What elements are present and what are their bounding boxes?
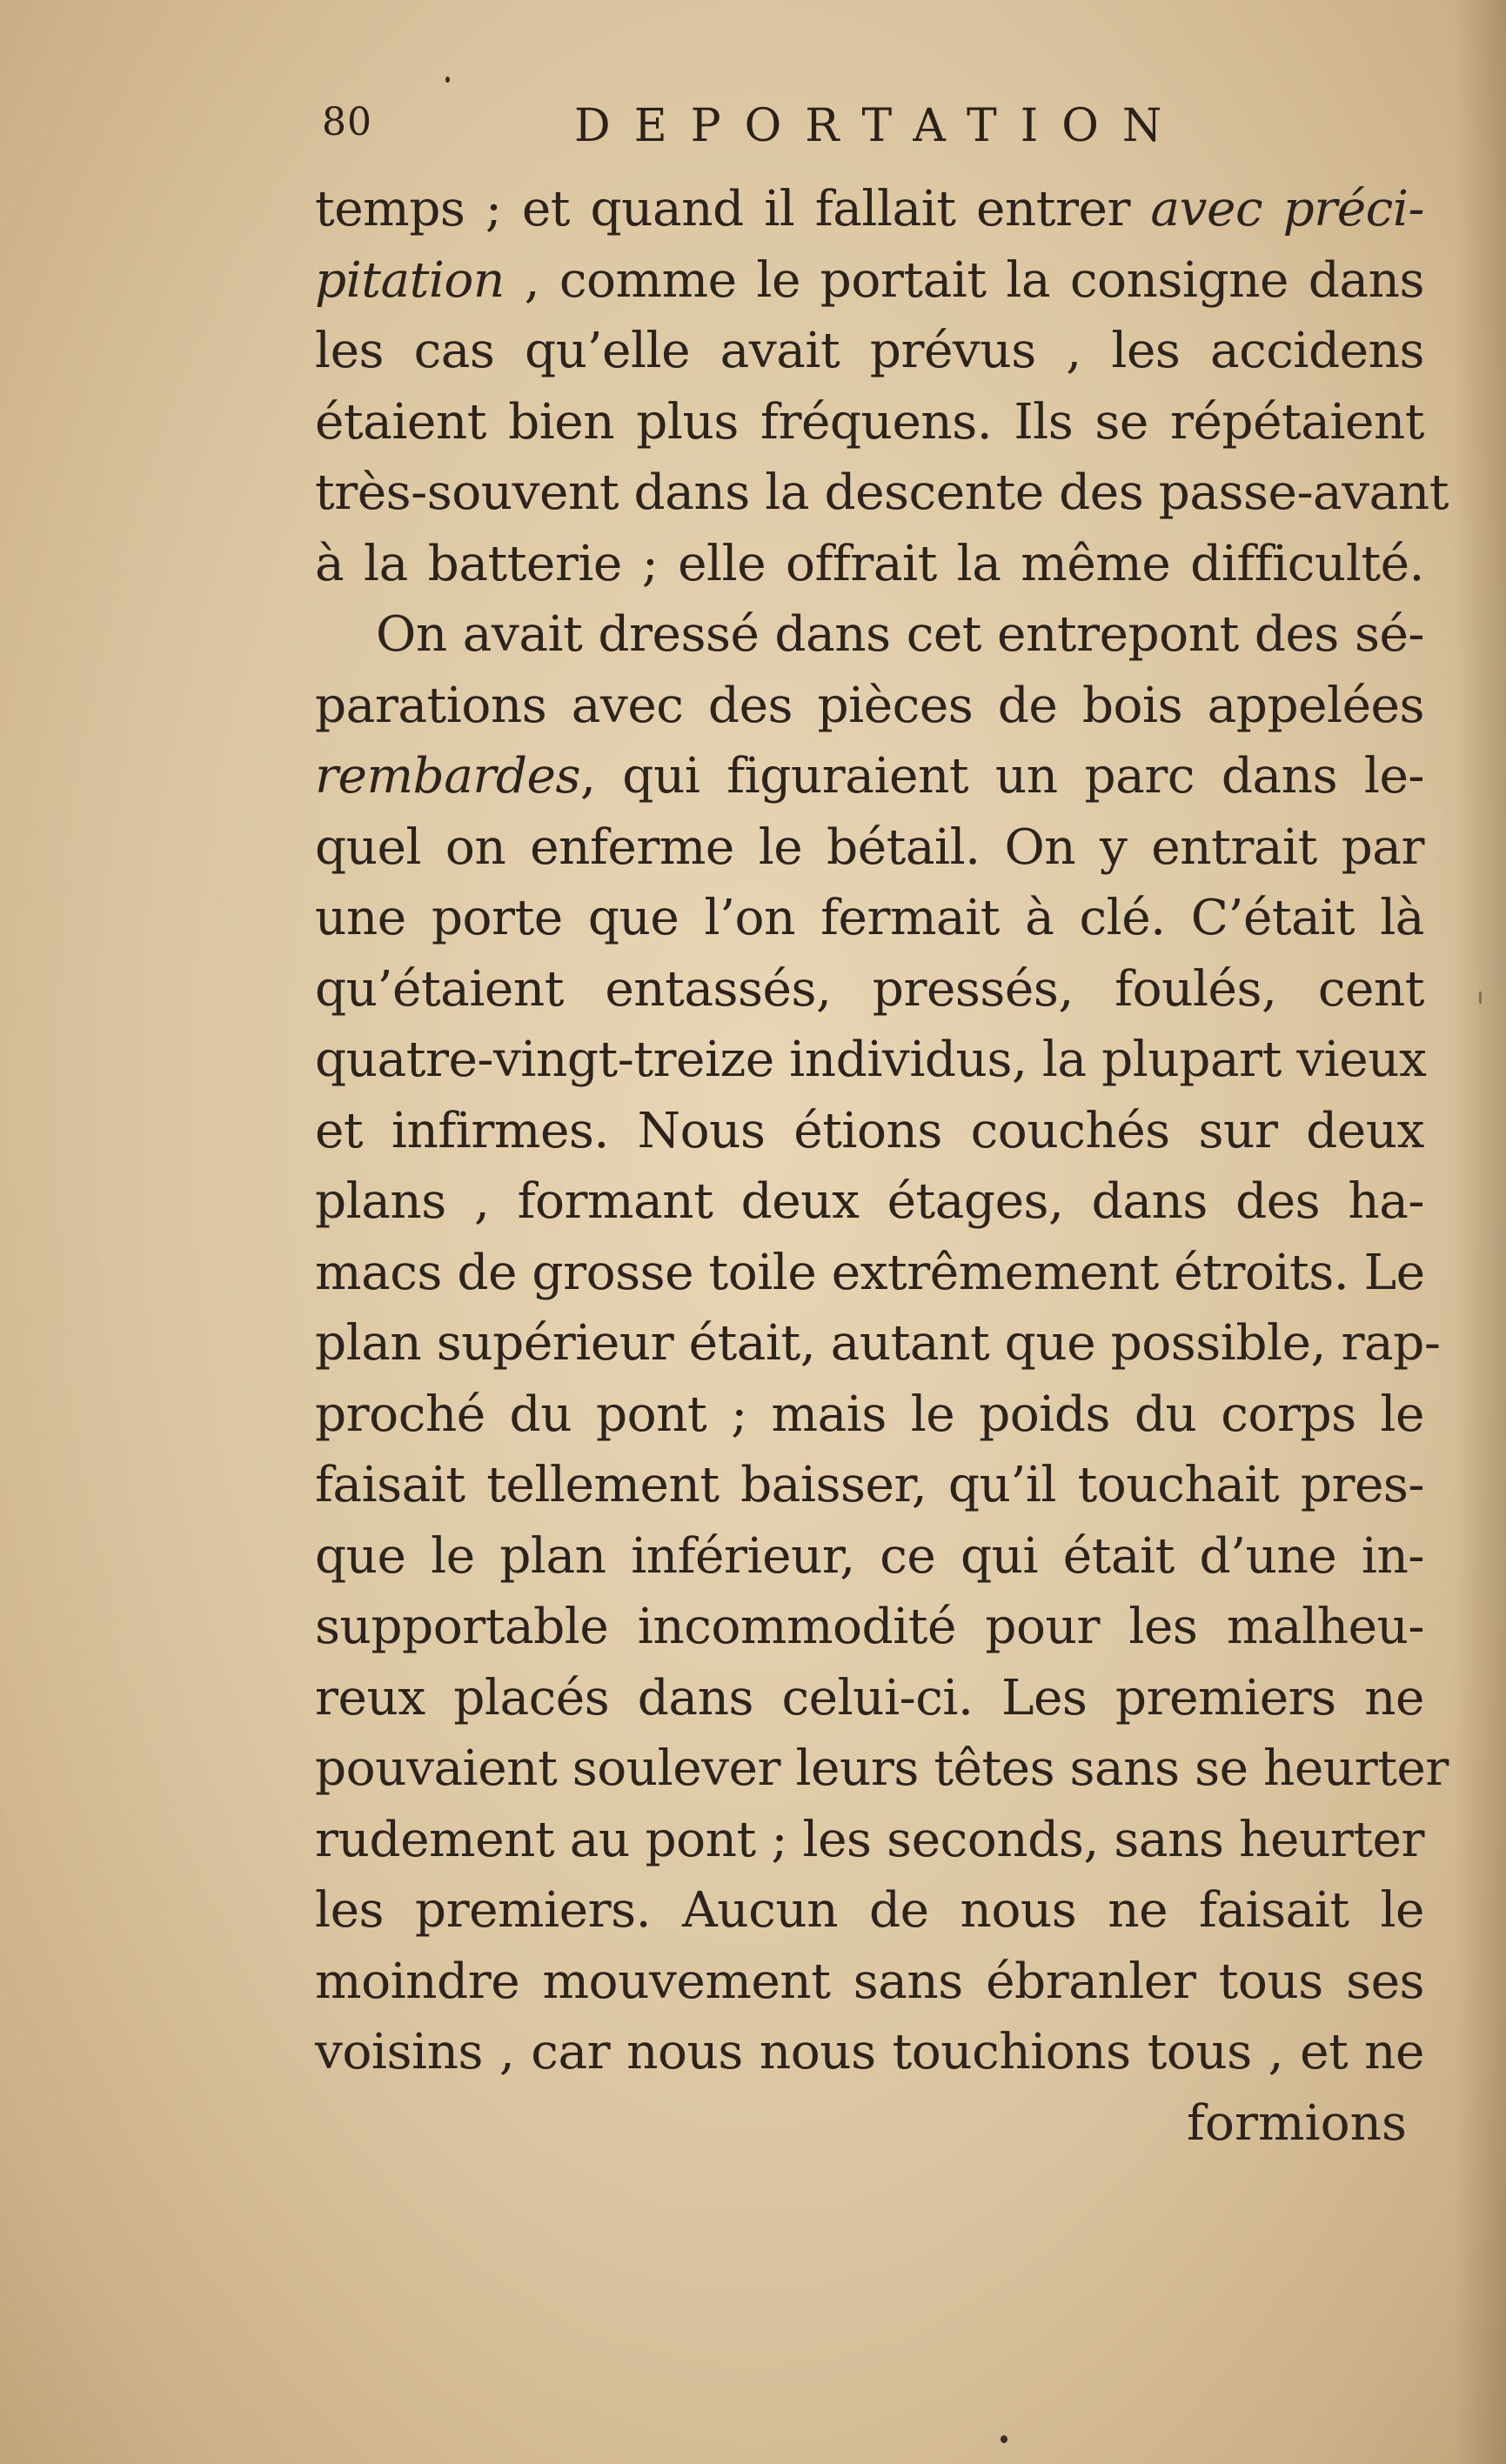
text-line	[315, 1238, 1424, 1309]
text-line	[315, 1875, 1424, 1946]
text-line	[315, 1379, 1424, 1451]
text-run: moindre mouvement sans ébranler tous ses	[315, 1953, 1424, 2010]
italic-text: rembardes	[315, 748, 580, 805]
text-run: et infirmes. Nous étions couchés sur deux	[315, 1102, 1424, 1159]
text-line	[315, 671, 1424, 742]
text-line	[315, 1663, 1424, 1734]
text-run: les premiers. Aucun de nous ne faisait le	[315, 1882, 1424, 1939]
text-line	[315, 741, 1424, 812]
text-line	[315, 2017, 1424, 2088]
text-run: très-souvent dans la descente des passe-avant	[315, 464, 1449, 521]
text-line	[315, 1805, 1424, 1876]
text-line	[315, 1308, 1441, 1379]
text-line	[315, 883, 1424, 954]
text-run: , qui figuraient un parc dans le-	[579, 748, 1424, 805]
text-run: supportable incommodité pour les malheu-	[315, 1599, 1424, 1655]
text-line	[315, 1025, 1427, 1096]
text-line	[315, 245, 1424, 317]
paper-speck	[1001, 2435, 1007, 2443]
text-line	[315, 1521, 1424, 1593]
text-line	[315, 457, 1449, 529]
text-run: que le plan inférieur, ce qui était d’une in-	[315, 1527, 1424, 1585]
text-line	[315, 316, 1424, 387]
text-line	[315, 174, 1424, 245]
text-run: parations avec des pièces de bois appelées	[315, 677, 1424, 734]
text-run: une porte que l’on fermait à clé. C’était là	[315, 890, 1424, 946]
text-run: plan supérieur était, autant que possible, rap-	[315, 1315, 1441, 1372]
text-run: faisait tellement baisser, qu’il touchait pres-	[315, 1457, 1424, 1513]
text-run: quel on enferme le bétail. On y entrait par	[315, 818, 1424, 876]
catchword: formions	[1187, 2094, 1407, 2152]
page-edge-shadow	[1454, 0, 1506, 2464]
text-run: macs de grosse toile extrêmement étroits. Le	[315, 1244, 1425, 1301]
text-run: rudement au pont ; les seconds, sans heurter	[315, 1811, 1424, 1868]
text-run: On avait dressé dans cet entrepont des sé-	[376, 606, 1424, 663]
text-run: reux placés dans celui-ci. Les premiers ne	[315, 1669, 1424, 1726]
text-line	[315, 1166, 1424, 1238]
text-line	[315, 1592, 1424, 1663]
text-line	[315, 1733, 1449, 1805]
text-line	[315, 1946, 1424, 2018]
text-line	[315, 1096, 1424, 1167]
text-line	[315, 387, 1424, 458]
text-run: étaient bien plus fréquens. Ils se répétaient	[315, 393, 1424, 451]
text-run: quatre-vingt-treize individus, la plupart vieux	[315, 1032, 1427, 1088]
running-head: DEPORTATION	[574, 100, 1186, 152]
italic-text: avec préci-	[1150, 181, 1424, 237]
italic-text: pitation	[315, 251, 505, 309]
text-line	[315, 812, 1424, 884]
text-run: les cas qu’elle avait prévus , les accidens	[315, 323, 1424, 379]
text-run: pouvaient soulever leurs têtes sans se heurter	[315, 1740, 1449, 1797]
paper-speck	[1479, 992, 1482, 1004]
body-text	[315, 174, 1449, 2159]
text-line	[315, 529, 1424, 600]
text-run: temps ; et quand il fallait entrer	[315, 181, 1151, 237]
text-run: , comme le portait la consigne dans	[504, 251, 1424, 309]
text-run: proché du pont ; mais le poids du corps le	[315, 1386, 1424, 1443]
text-run: voisins , car nous nous touchions tous , et ne	[315, 2024, 1424, 2080]
text-run: plans , formant deux étages, dans des ha-	[315, 1173, 1424, 1230]
text-line	[315, 599, 1424, 671]
text-run: à la batterie ; elle offrait la même difficulté.	[315, 535, 1424, 592]
page-number: 80	[322, 100, 372, 144]
text-line	[315, 954, 1424, 1025]
paper-speck	[445, 77, 450, 83]
text-line	[315, 1450, 1424, 1521]
page-header	[322, 100, 1418, 161]
text-run: qu’étaient entassés, pressés, foulés, cent	[315, 960, 1424, 1018]
